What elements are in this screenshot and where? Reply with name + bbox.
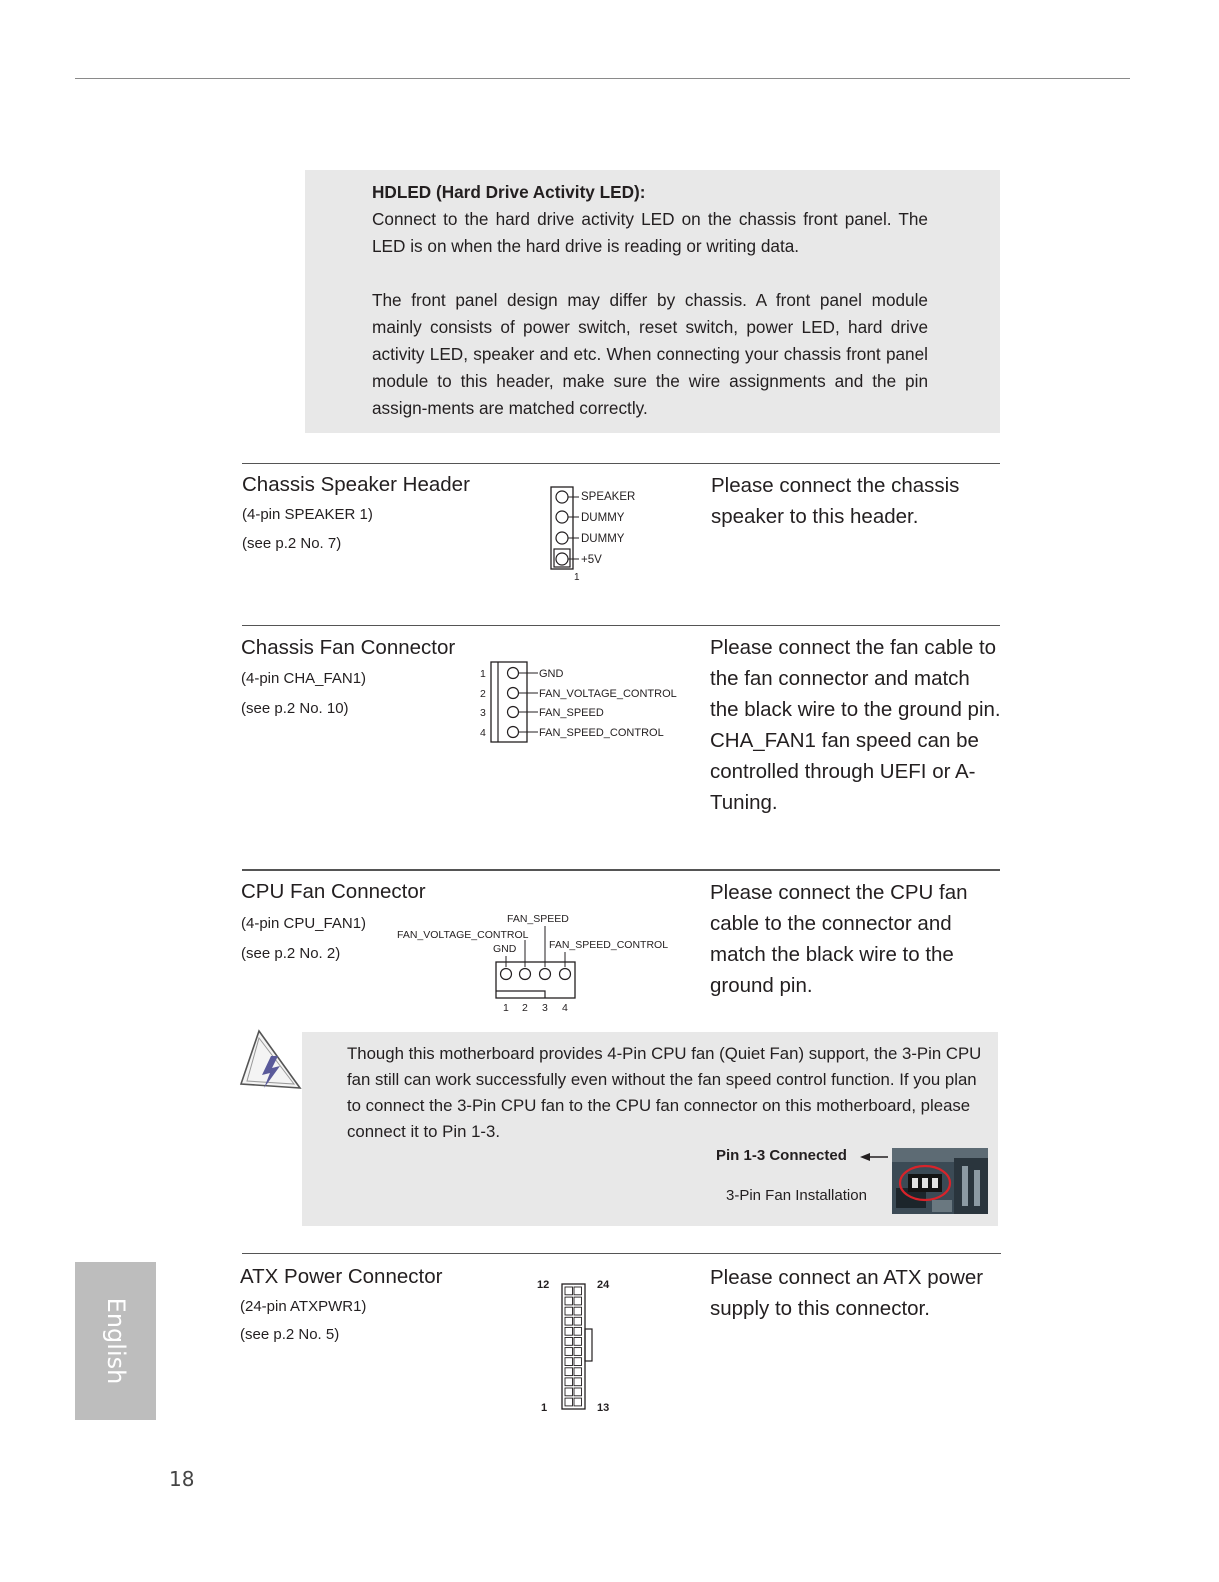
atx-title: ATX Power Connector	[240, 1265, 443, 1288]
chassis-fan-pin-label: FAN_SPEED_CONTROL	[539, 727, 664, 739]
chassis-fan-pin-number: 1	[480, 668, 486, 680]
cpu-fan-pin-number: 1	[503, 1002, 509, 1014]
atx-pin-cell	[565, 1338, 573, 1346]
chassis-fan-page-ref: (see p.2 No. 10)	[241, 700, 349, 717]
cpu-fan-title: CPU Fan Connector	[241, 880, 426, 903]
atx-pin-cell	[565, 1287, 573, 1295]
atx-pin-cell	[565, 1388, 573, 1396]
warning-lightning-icon	[238, 1028, 304, 1092]
cpu-fan-page-ref: (see p.2 No. 2)	[241, 945, 341, 962]
speaker-pin-label: SPEAKER	[581, 491, 636, 503]
chassis-fan-pin-info: (4-pin CHA_FAN1)	[241, 670, 367, 687]
atx-pin-cell	[565, 1317, 573, 1325]
atx-pin-cell	[574, 1378, 582, 1386]
fan-installation-caption: 3-Pin Fan Installation	[726, 1187, 867, 1204]
atx-pin-cell	[574, 1317, 582, 1325]
hdled-description: Connect to the hard drive activity LED on the chassis front panel. The LED is on when the hard drive is reading or writing data.	[372, 209, 928, 256]
chassis-fan-diagram	[475, 660, 695, 744]
pin-connected-label: Pin 1-3 Connected	[716, 1147, 847, 1164]
atx-pin-12: 12	[537, 1279, 550, 1291]
atx-power-diagram	[530, 1273, 620, 1418]
chassis-fan-description: Please connect the fan cable to the fan connector and match the black wire to the ground pin. CHA_FAN1 fan speed can be controlled through UEFI or A-Tuning.	[710, 636, 1001, 814]
speaker-pin-label: DUMMY	[581, 512, 625, 524]
cpu-fan-note-text: Though this motherboard provides 4-Pin CPU fan (Quiet Fan) support, the 3-Pin CPU fan still can work successfully even without the fan speed control function. If you plan to connect the 3-Pin CPU fan to the CPU fan connector on this motherboard, please connect it to Pin 1-3.	[347, 1044, 982, 1141]
atx-pin-1: 1	[541, 1402, 548, 1414]
atx-pin-cell	[565, 1327, 573, 1335]
chassis-fan-pin-number: 3	[480, 707, 486, 719]
atx-pin-cell	[574, 1327, 582, 1335]
atx-pin-cell	[565, 1368, 573, 1376]
speaker-description: Please connect the chassis speaker to this header.	[711, 474, 960, 528]
section-rule-atx	[242, 1253, 1001, 1254]
atx-description: Please connect an ATX power supply to this connector.	[710, 1266, 984, 1320]
speaker-header-diagram	[545, 483, 665, 585]
language-label: English	[101, 1297, 130, 1385]
chassis-fan-title: Chassis Fan Connector	[241, 636, 456, 659]
language-tab	[75, 1262, 156, 1420]
atx-pin-cell	[574, 1338, 582, 1346]
cpu-fan-note-box	[302, 1032, 998, 1226]
arrow-left-icon	[860, 1151, 890, 1163]
section-rule-speaker	[242, 463, 1000, 464]
atx-pin-cell	[565, 1307, 573, 1315]
cpu-fan-pin-number: 2	[522, 1002, 528, 1014]
atx-pin-cell	[574, 1388, 582, 1396]
cpu-fan-pin-number: 3	[542, 1002, 548, 1014]
chassis-fan-pin-number: 4	[480, 727, 486, 739]
speaker-pin-label: DUMMY	[581, 533, 625, 545]
atx-pin-cell	[565, 1297, 573, 1305]
chassis-fan-pin-number: 2	[480, 688, 486, 700]
atx-page-ref: (see p.2 No. 5)	[240, 1326, 340, 1343]
speaker-pin-info: (4-pin SPEAKER 1)	[242, 506, 373, 523]
fan-installation-photo	[892, 1148, 988, 1214]
atx-pin-cell	[565, 1378, 573, 1386]
speaker-title: Chassis Speaker Header	[242, 473, 470, 496]
front-panel-note: The front panel design may differ by chassis. A front panel module mainly consists of power switch, reset switch, power LED, hard drive activity LED, speaker and etc. When connecting your chassis front panel module to this header, make sure the wire assignments and the pin assign-ments are matched correctly.	[372, 290, 928, 418]
chassis-fan-pin-label: FAN_SPEED	[539, 707, 604, 719]
cpu-fan-label-fan-speed: FAN_SPEED	[507, 913, 569, 925]
speaker-pin-label: +5V	[581, 554, 602, 566]
atx-pin-cell	[565, 1358, 573, 1366]
cpu-fan-label-voltage-control: FAN_VOLTAGE_CONTROL	[397, 929, 529, 941]
cpu-fan-pin-number: 4	[562, 1002, 568, 1014]
atx-pin-cell	[574, 1398, 582, 1406]
atx-pin-cell	[574, 1368, 582, 1376]
section-rule-cpu-fan	[242, 869, 1000, 871]
chassis-fan-pin-label: FAN_VOLTAGE_CONTROL	[539, 688, 677, 700]
speaker-pin-one-marker: 1	[574, 572, 580, 583]
cpu-fan-pin-info: (4-pin CPU_FAN1)	[241, 915, 367, 932]
atx-pin-cell	[574, 1358, 582, 1366]
hdled-heading: HDLED (Hard Drive Activity LED):	[372, 182, 646, 202]
atx-pin-cell	[574, 1307, 582, 1315]
atx-pin-13: 13	[597, 1402, 610, 1414]
atx-pin-cell	[574, 1297, 582, 1305]
atx-pin-cell	[565, 1398, 573, 1406]
cpu-fan-label-speed-control: FAN_SPEED_CONTROL	[549, 939, 669, 951]
atx-pin-cell	[574, 1287, 582, 1295]
cpu-fan-description: Please connect the CPU fan cable to the connector and match the black wire to the ground pin.	[710, 881, 968, 997]
atx-pin-info: (24-pin ATXPWR1)	[240, 1298, 367, 1315]
cpu-fan-diagram	[395, 908, 685, 1018]
speaker-page-ref: (see p.2 No. 7)	[242, 535, 342, 552]
section-rule-chassis-fan	[242, 625, 1000, 626]
hdled-info-box	[305, 170, 1000, 433]
chassis-fan-pin-label: GND	[539, 668, 564, 680]
atx-pin-24: 24	[597, 1279, 610, 1291]
atx-pin-cell	[565, 1348, 573, 1356]
cpu-fan-label-gnd: GND	[493, 943, 517, 955]
top-rule	[75, 78, 1130, 79]
atx-pin-cell	[574, 1348, 582, 1356]
page-number: 18	[169, 1467, 195, 1491]
